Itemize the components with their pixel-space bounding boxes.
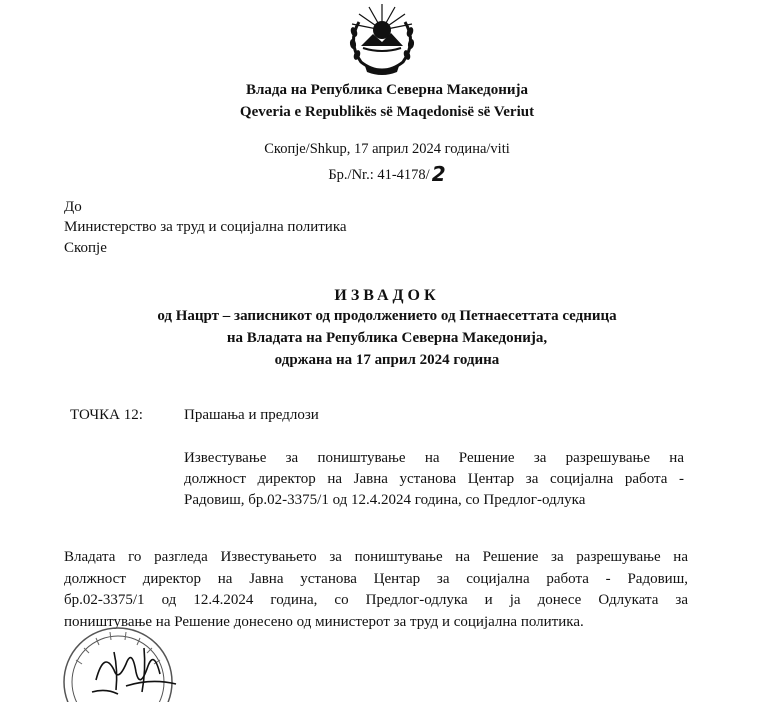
coat-of-arms-icon [339,0,425,76]
decision-line: бр.02-3375/1 од 12.4.2024 година, со Предлог-одлука и ја донесе Одлуката за [64,592,688,608]
agenda-point-topic: Прашања и предлози [184,407,319,423]
registration-prefix: Бр./Nr.: 41-4178/ [328,167,430,183]
agenda-item-text [184,448,684,511]
document-subtitle-line-2: на Владата на Република Северна Македонија, [226,330,548,346]
round-stamp-icon [56,620,246,702]
document-subtitle-line-1: од Нацрт – записникот од продолжението од Петнаесеттата седница [157,308,617,324]
addressee-ministry: Министерство за труд и социјална политика [64,219,347,235]
document-title: ИЗВАДОК [334,287,440,304]
registration-handwritten-number: 2 [431,162,446,186]
agenda-point-label: ТОЧКА 12: [70,407,143,423]
document-subtitle-line-3: одржана на 17 април 2024 година [274,352,500,368]
agenda-item-line: Известување за поништување на Решение за разрешување на [184,450,684,466]
addressee-to: До [64,199,82,215]
agenda-item-line: должност директор на Јавна установа Центар за социјална работа - [184,471,684,487]
decision-line: должност директор на Јавна установа Центар за социјална работа - Радовиш, [64,570,688,587]
registration-number [0,160,774,184]
decision-line: поништување на Решение донесено од министерот за труд и социјална политика. [64,613,584,630]
government-name-mk: Влада на Република Северна Македонија [246,82,528,98]
addressee-city: Скопје [64,240,107,256]
place-date: Скопје/Shkup, 17 април 2024 година/viti [264,141,510,157]
government-name-sq: Qeveria e Republikës së Maqedonisë së Veriut [239,104,535,120]
decision-line: Владата го разгледа Известувањето за поништување на Решение за разрешување на [64,549,688,565]
agenda-item-line: Радовиш, бр.02-3375/1 од 12.4.2024 година, со Предлог-одлука [184,492,586,508]
